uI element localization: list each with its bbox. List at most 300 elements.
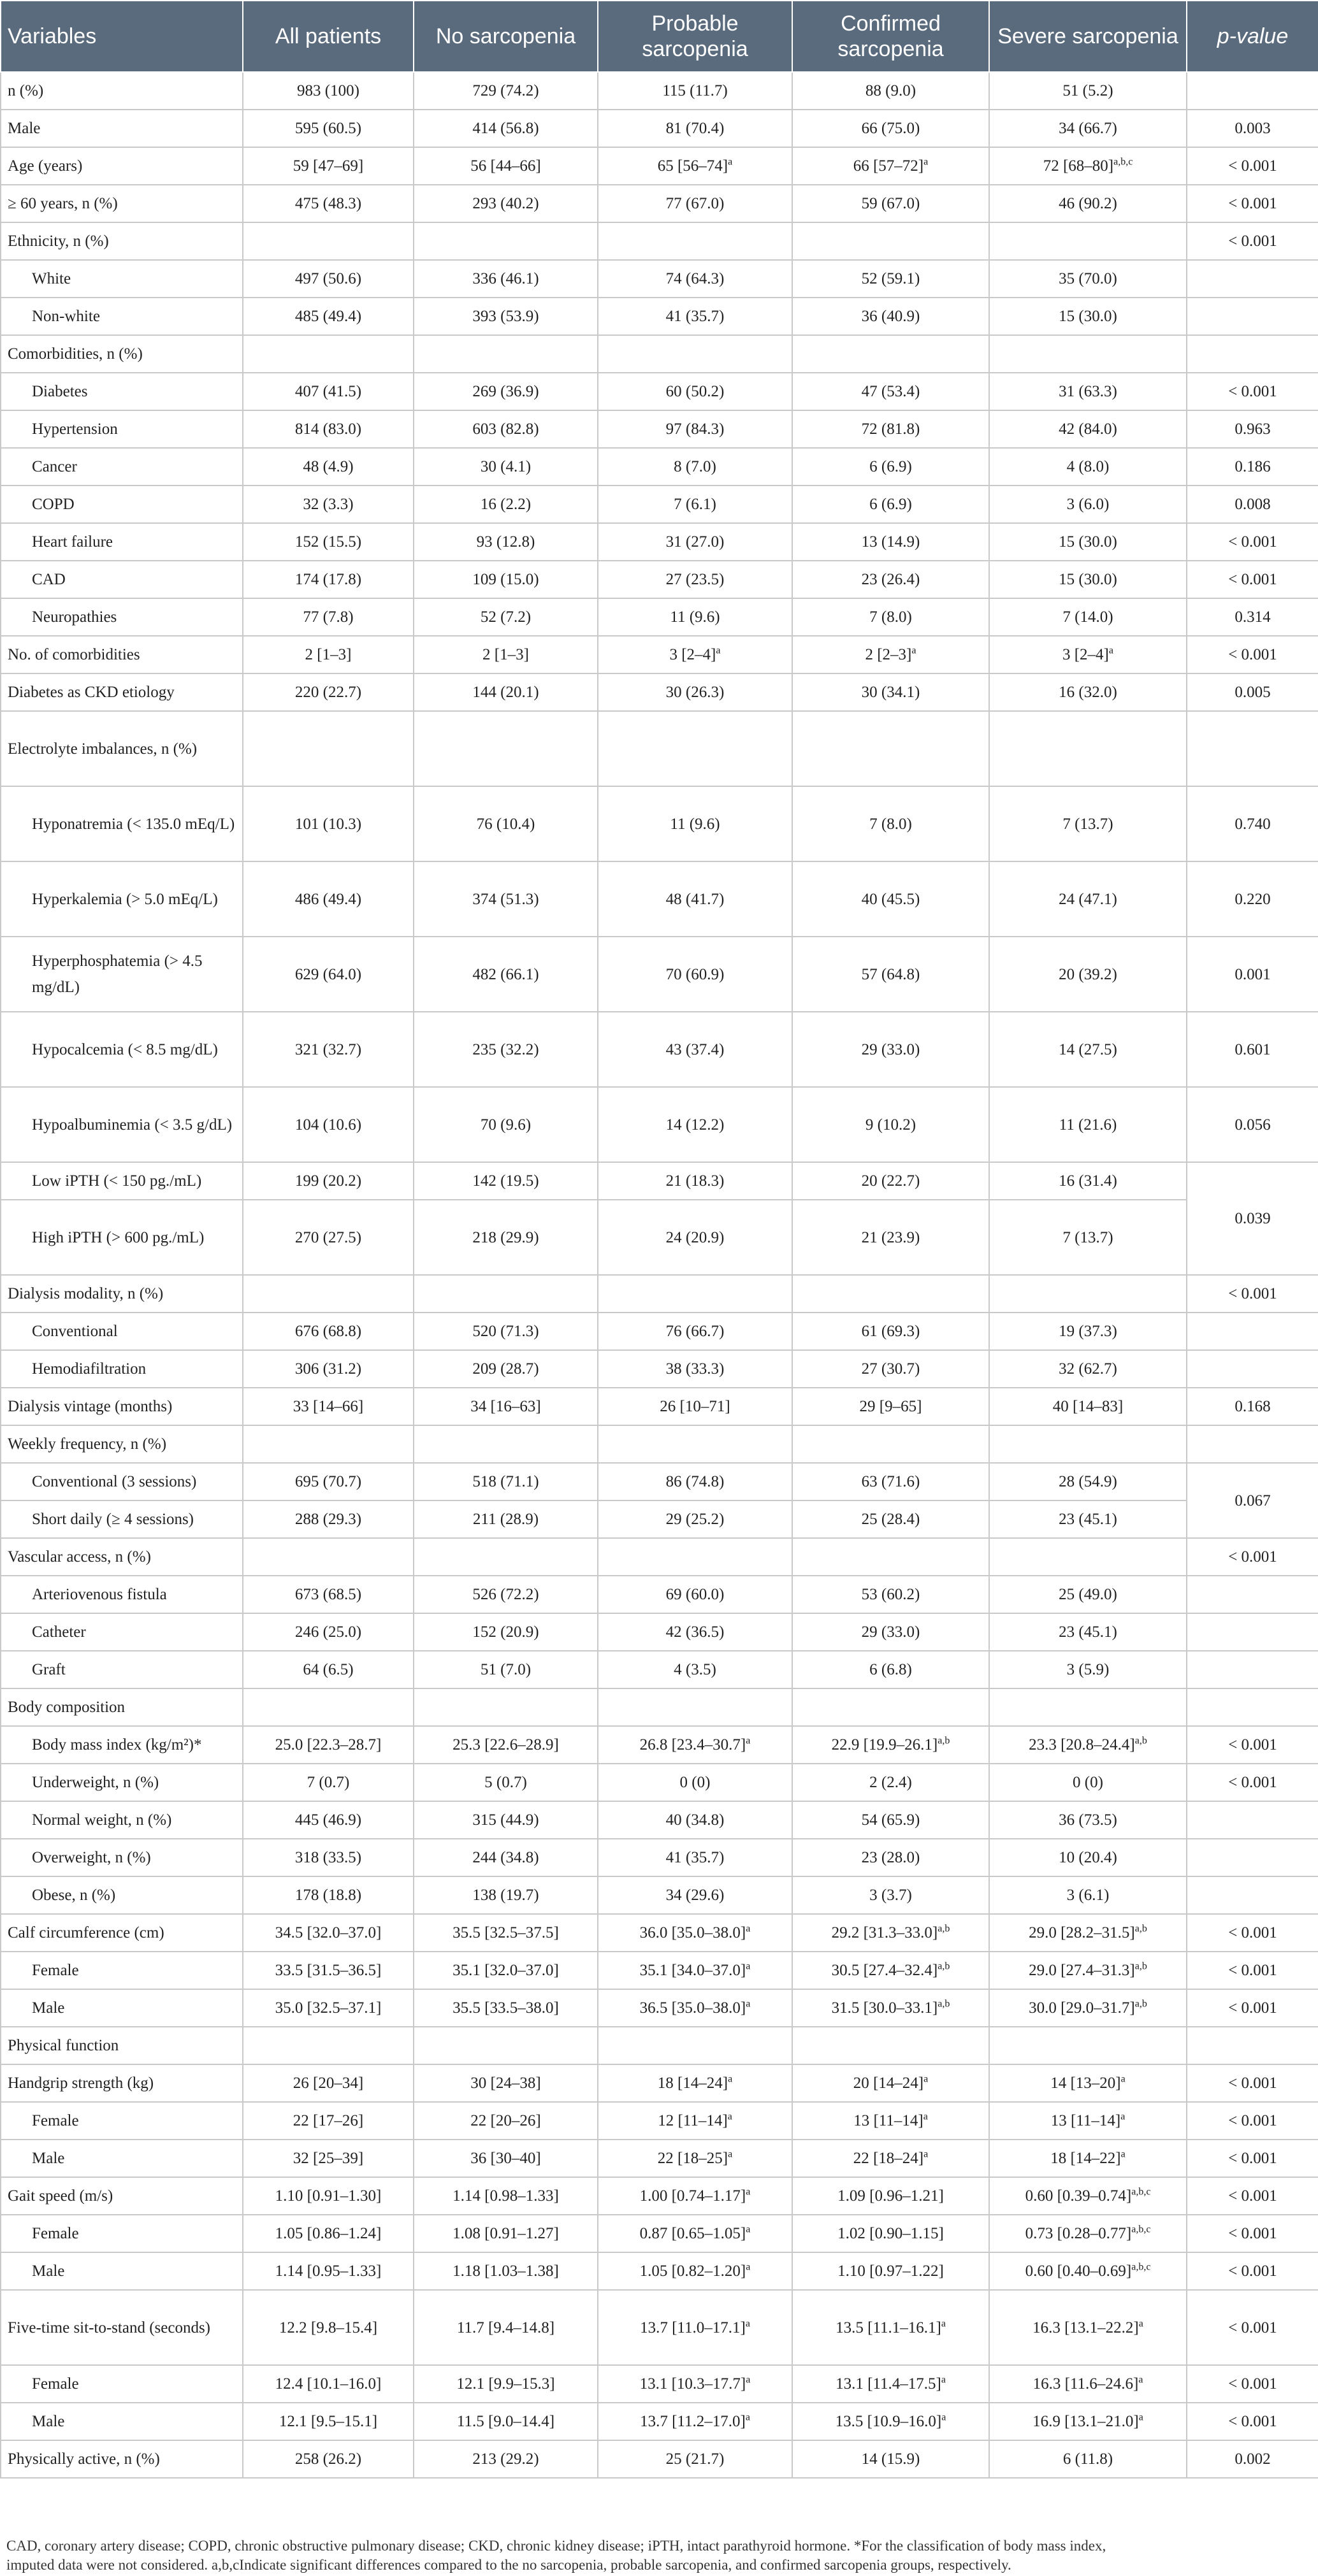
- cell-probable-sarcopenia: [598, 260, 792, 298]
- cell-value: 211 (28.9): [472, 1511, 539, 1528]
- significance-marker: a: [941, 2318, 946, 2329]
- cell-no-sarcopenia: [414, 2365, 598, 2403]
- cell-severe-sarcopenia: [989, 1463, 1187, 1500]
- cell-no-sarcopenia: [414, 711, 598, 786]
- cell-value: 13.7 [11.0–17.1]: [640, 2319, 746, 2336]
- significance-marker: a: [911, 645, 916, 656]
- table-row: [1, 1500, 1318, 1538]
- cell-value: 526 (72.2): [472, 1586, 539, 1603]
- cell-value: 29 (33.0): [861, 1623, 920, 1641]
- cell-value: 41 (35.7): [665, 1849, 725, 1866]
- cell-probable-sarcopenia: [598, 1651, 792, 1688]
- cell-probable-sarcopenia: [598, 1952, 792, 1989]
- cell-value: 3 (6.1): [1066, 1887, 1110, 1904]
- cell-confirmed-sarcopenia: [792, 1425, 989, 1463]
- cell-confirmed-sarcopenia: [792, 1012, 989, 1087]
- cell-value: 72 (81.8): [861, 421, 920, 438]
- cell-value: 0.601: [1235, 1040, 1271, 1058]
- cell-confirmed-sarcopenia: [792, 2252, 989, 2290]
- cell-p-value: [1187, 1012, 1318, 1087]
- cell-all-patients: [243, 185, 414, 222]
- cell-value: 33 [14–66]: [293, 1398, 364, 1415]
- cell-all-patients: [243, 2290, 414, 2365]
- cell-value: 51 (7.0): [480, 1661, 532, 1678]
- cell-value: 86 (74.8): [665, 1473, 725, 1490]
- cell-confirmed-sarcopenia: [792, 448, 989, 486]
- cell-severe-sarcopenia: [989, 2177, 1187, 2215]
- cell-probable-sarcopenia: [598, 1200, 792, 1275]
- cell-no-sarcopenia: [414, 1425, 598, 1463]
- cell-all-patients: [243, 2440, 414, 2478]
- cell-no-sarcopenia: [414, 1162, 598, 1200]
- row-label: White: [1, 260, 243, 298]
- cell-p-value: [1187, 636, 1318, 673]
- cell-value: < 0.001: [1228, 1736, 1277, 1753]
- cell-probable-sarcopenia: [598, 2252, 792, 2290]
- cell-severe-sarcopenia: [989, 598, 1187, 636]
- table-row: [1, 1162, 1318, 1200]
- table-row: [1, 523, 1318, 561]
- cell-value: 13.7 [11.2–17.0]: [640, 2413, 746, 2430]
- cell-value: 42 (36.5): [665, 1623, 725, 1641]
- cell-value: 65 [56–74]: [657, 157, 728, 175]
- cell-value: 482 (66.1): [472, 965, 539, 983]
- cell-value: 36.0 [35.0–38.0]: [639, 1924, 746, 1941]
- cell-value: 57 (64.8): [861, 965, 920, 983]
- cell-severe-sarcopenia: [989, 410, 1187, 448]
- cell-value: 30 (34.1): [861, 684, 920, 701]
- table-row: [1, 1425, 1318, 1463]
- table-row: [1, 636, 1318, 673]
- cell-probable-sarcopenia: [598, 298, 792, 335]
- row-label: Neuropathies: [1, 598, 243, 636]
- significance-marker: a: [923, 2073, 929, 2085]
- cell-value: < 0.001: [1228, 2187, 1277, 2205]
- cell-no-sarcopenia: [414, 2140, 598, 2177]
- cell-no-sarcopenia: [414, 410, 598, 448]
- cell-probable-sarcopenia: [598, 711, 792, 786]
- cell-all-patients: [243, 1914, 414, 1952]
- row-label: Non-white: [1, 298, 243, 335]
- cell-p-value: [1187, 2102, 1318, 2140]
- table-row: [1, 2064, 1318, 2102]
- row-label: n (%): [1, 72, 243, 110]
- cell-severe-sarcopenia: [989, 2403, 1187, 2440]
- cell-no-sarcopenia: [414, 222, 598, 260]
- cell-all-patients: [243, 1688, 414, 1726]
- cell-severe-sarcopenia: [989, 486, 1187, 523]
- cell-p-value: [1187, 561, 1318, 598]
- row-label: Female: [1, 2102, 243, 2140]
- table-row: [1, 1952, 1318, 1989]
- cell-p-value: [1187, 1764, 1318, 1801]
- cell-probable-sarcopenia: [598, 1425, 792, 1463]
- cell-value: 7 (0.7): [307, 1774, 350, 1791]
- cell-confirmed-sarcopenia: [792, 1952, 989, 1989]
- cell-value: 3 (6.0): [1066, 496, 1110, 513]
- cell-probable-sarcopenia: [598, 937, 792, 1012]
- cell-value: 104 (10.6): [294, 1116, 362, 1133]
- cell-value: 34 (29.6): [665, 1887, 725, 1904]
- cell-value: 115 (11.7): [662, 82, 728, 99]
- row-label: Hypoalbuminemia (< 3.5 g/dL): [1, 1087, 243, 1162]
- cell-value: 40 (45.5): [861, 890, 920, 908]
- cell-severe-sarcopenia: [989, 1200, 1187, 1275]
- cell-probable-sarcopenia: [598, 110, 792, 147]
- cell-value: 14 (15.9): [861, 2450, 920, 2468]
- cell-value: 66 [57–72]: [853, 157, 924, 175]
- header-confirmed-sarcopenia: Confirmed sarcopenia: [792, 1, 989, 72]
- cell-value: < 0.001: [1228, 2075, 1277, 2092]
- cell-no-sarcopenia: [414, 185, 598, 222]
- cell-p-value: [1187, 373, 1318, 410]
- significance-marker: a: [1108, 645, 1113, 656]
- cell-no-sarcopenia: [414, 1688, 598, 1726]
- significance-marker: a: [746, 2186, 751, 2198]
- cell-severe-sarcopenia: [989, 448, 1187, 486]
- cell-p-value: [1187, 598, 1318, 636]
- cell-p-value: [1187, 1350, 1318, 1388]
- cell-value: 1.10 [0.97–1.22]: [837, 2263, 944, 2280]
- significance-marker: a: [746, 1735, 751, 1746]
- cell-value: 142 (19.5): [472, 1172, 539, 1190]
- cell-value: 16 (32.0): [1059, 684, 1117, 701]
- cell-value: 30 (4.1): [480, 458, 532, 475]
- row-label: Conventional (3 sessions): [1, 1463, 243, 1500]
- cell-value: 258 (26.2): [294, 2450, 362, 2468]
- cell-value: < 0.001: [1228, 1285, 1277, 1302]
- cell-probable-sarcopenia: [598, 2140, 792, 2177]
- cell-p-value: [1187, 448, 1318, 486]
- cell-no-sarcopenia: [414, 1876, 598, 1914]
- cell-value: 77 (67.0): [665, 195, 725, 212]
- cell-value: 2 [1–3]: [482, 646, 529, 663]
- cell-p-value: [1187, 1425, 1318, 1463]
- cell-p-value: [1187, 2215, 1318, 2252]
- cell-value: 7 (14.0): [1062, 608, 1113, 626]
- cell-probable-sarcopenia: [598, 448, 792, 486]
- cell-value: 16.3 [13.1–22.2]: [1032, 2319, 1139, 2336]
- significance-marker: a: [1120, 2148, 1126, 2160]
- cell-all-patients: [243, 260, 414, 298]
- cell-p-value: [1187, 1087, 1318, 1162]
- cell-probable-sarcopenia: [598, 1463, 792, 1500]
- cell-p-value: [1187, 147, 1318, 185]
- cell-p-value: [1187, 486, 1318, 523]
- cell-value: 29.0 [27.4–31.3]: [1029, 1962, 1135, 1979]
- table-row: [1, 2365, 1318, 2403]
- cell-value: 33.5 [31.5–36.5]: [275, 1962, 382, 1979]
- row-label: Underweight, n (%): [1, 1764, 243, 1801]
- cell-value: 2 [1–3]: [305, 646, 352, 663]
- cell-p-value: [1187, 1275, 1318, 1313]
- cell-no-sarcopenia: [414, 1463, 598, 1500]
- cell-severe-sarcopenia: [989, 1576, 1187, 1613]
- cell-probable-sarcopenia: [598, 1087, 792, 1162]
- table-row: [1, 1313, 1318, 1350]
- cell-probable-sarcopenia: [598, 410, 792, 448]
- cell-value: 29 [9–65]: [859, 1398, 922, 1415]
- cell-value: 1.14 [0.95–1.33]: [275, 2263, 382, 2280]
- cell-value: 23 (28.0): [861, 1849, 920, 1866]
- cell-value: 152 (15.5): [294, 533, 362, 550]
- cell-value: 306 (31.2): [294, 1360, 362, 1378]
- cell-confirmed-sarcopenia: [792, 72, 989, 110]
- cell-value: 374 (51.3): [472, 890, 539, 908]
- table-row: [1, 861, 1318, 937]
- cell-value: 1.14 [0.98–1.33]: [453, 2187, 559, 2205]
- row-label: Hypertension: [1, 410, 243, 448]
- cell-value: 14 [13–20]: [1050, 2075, 1121, 2092]
- table-header-row: [1, 1, 1318, 72]
- cell-value: 15 (30.0): [1059, 308, 1117, 325]
- cell-value: 31 (63.3): [1059, 383, 1117, 400]
- cell-value: 26 [20–34]: [293, 2075, 364, 2092]
- cell-no-sarcopenia: [414, 1651, 598, 1688]
- cell-value: < 0.001: [1228, 2413, 1277, 2430]
- cell-value: 0.005: [1235, 684, 1271, 701]
- cell-p-value: [1187, 2064, 1318, 2102]
- cell-value: 414 (56.8): [472, 120, 539, 137]
- cell-value: 20 (22.7): [861, 1172, 920, 1190]
- cell-value: 485 (49.4): [294, 308, 362, 325]
- cell-probable-sarcopenia: [598, 598, 792, 636]
- row-label: Body composition: [1, 1688, 243, 1726]
- cell-p-value: [1187, 298, 1318, 335]
- cell-all-patients: [243, 1388, 414, 1425]
- cell-value: 0.002: [1235, 2450, 1271, 2468]
- cell-p-value: [1187, 185, 1318, 222]
- cell-confirmed-sarcopenia: [792, 335, 989, 373]
- cell-probable-sarcopenia: [598, 1726, 792, 1764]
- cell-all-patients: [243, 298, 414, 335]
- cell-p-value: [1187, 410, 1318, 448]
- row-label: Electrolyte imbalances, n (%): [1, 711, 243, 786]
- cell-p-value: [1187, 786, 1318, 861]
- cell-value: 14 (12.2): [665, 1116, 725, 1133]
- cell-probable-sarcopenia: [598, 786, 792, 861]
- cell-confirmed-sarcopenia: [792, 185, 989, 222]
- cell-confirmed-sarcopenia: [792, 636, 989, 673]
- cell-value: 27 (30.7): [861, 1360, 920, 1378]
- cell-value: 12 [11–14]: [658, 2112, 728, 2129]
- cell-confirmed-sarcopenia: [792, 147, 989, 185]
- cell-value: < 0.001: [1228, 2112, 1277, 2129]
- cell-value: 11 (9.6): [670, 608, 720, 626]
- cell-confirmed-sarcopenia: [792, 1688, 989, 1726]
- table-row: [1, 1651, 1318, 1688]
- cell-severe-sarcopenia: [989, 1989, 1187, 2027]
- cell-value: 15 (30.0): [1059, 571, 1117, 588]
- cell-confirmed-sarcopenia: [792, 260, 989, 298]
- cell-value: 30 (26.3): [665, 684, 725, 701]
- cell-value: 288 (29.3): [294, 1511, 362, 1528]
- cell-severe-sarcopenia: [989, 1162, 1187, 1200]
- cell-value: 13 (14.9): [861, 533, 920, 550]
- cell-value: 629 (64.0): [294, 965, 362, 983]
- cell-all-patients: [243, 598, 414, 636]
- cell-value: 6 (6.8): [869, 1661, 912, 1678]
- cell-value: 21 (18.3): [665, 1172, 725, 1190]
- row-label: Female: [1, 1952, 243, 1989]
- cell-severe-sarcopenia: [989, 1012, 1187, 1087]
- table-row: [1, 486, 1318, 523]
- cell-value: 209 (28.7): [472, 1360, 539, 1378]
- table-row: [1, 2102, 1318, 2140]
- header-probable-sarcopenia: Probable sarcopenia: [598, 1, 792, 72]
- cell-severe-sarcopenia: [989, 2027, 1187, 2064]
- cell-value: 0.186: [1235, 458, 1271, 475]
- cell-probable-sarcopenia: [598, 1914, 792, 1952]
- cell-value: 48 (41.7): [665, 890, 725, 908]
- cell-no-sarcopenia: [414, 448, 598, 486]
- cell-value: 70 (9.6): [480, 1116, 532, 1133]
- significance-marker: a: [1138, 2318, 1143, 2329]
- cell-all-patients: [243, 1576, 414, 1613]
- cell-value: 30 [24–38]: [470, 2075, 541, 2092]
- cell-value: 36 (40.9): [861, 308, 920, 325]
- table-row: [1, 1388, 1318, 1425]
- cell-value: 13.1 [11.4–17.5]: [836, 2375, 941, 2393]
- table-row: [1, 1613, 1318, 1651]
- cell-value: 7 (13.7): [1062, 1228, 1113, 1246]
- cell-value: 88 (9.0): [865, 82, 916, 99]
- cell-confirmed-sarcopenia: [792, 1613, 989, 1651]
- cell-value: 13.5 [10.9–16.0]: [835, 2413, 942, 2430]
- significance-marker: a: [746, 2261, 751, 2273]
- significance-marker: a,b,c: [1113, 156, 1133, 168]
- cell-value: < 0.001: [1228, 2263, 1277, 2280]
- cell-severe-sarcopenia: [989, 1914, 1187, 1952]
- table-row: [1, 1989, 1318, 2027]
- row-label: Male: [1, 2403, 243, 2440]
- cell-p-value: [1187, 1688, 1318, 1726]
- cell-value: 0.314: [1235, 608, 1271, 626]
- table-row: [1, 110, 1318, 147]
- cell-no-sarcopenia: [414, 373, 598, 410]
- cell-confirmed-sarcopenia: [792, 1914, 989, 1952]
- cell-value: 42 (84.0): [1059, 421, 1117, 438]
- table-row: [1, 1726, 1318, 1764]
- table-row: [1, 1839, 1318, 1876]
- cell-all-patients: [243, 1538, 414, 1576]
- table-body: [1, 72, 1318, 2478]
- cell-severe-sarcopenia: [989, 1651, 1187, 1688]
- cell-no-sarcopenia: [414, 2177, 598, 2215]
- cell-severe-sarcopenia: [989, 2365, 1187, 2403]
- cell-probable-sarcopenia: [598, 486, 792, 523]
- row-label: Conventional: [1, 1313, 243, 1350]
- cell-no-sarcopenia: [414, 786, 598, 861]
- cell-value: 10 (20.4): [1059, 1849, 1117, 1866]
- cell-all-patients: [243, 1500, 414, 1538]
- cell-value: 16.3 [11.6–24.6]: [1032, 2375, 1139, 2393]
- cell-probable-sarcopenia: [598, 335, 792, 373]
- cell-p-value: [1187, 1839, 1318, 1876]
- table-row: [1, 598, 1318, 636]
- cell-value: 23 (45.1): [1059, 1511, 1117, 1528]
- cell-confirmed-sarcopenia: [792, 2027, 989, 2064]
- table-row: [1, 72, 1318, 110]
- cell-value: 1.18 [1.03–1.38]: [453, 2263, 559, 2280]
- table-row: [1, 2215, 1318, 2252]
- cell-value: 0.740: [1235, 815, 1271, 833]
- cell-value: 218 (29.9): [472, 1228, 539, 1246]
- cell-severe-sarcopenia: [989, 373, 1187, 410]
- cell-value: 60 (50.2): [665, 383, 725, 400]
- cell-value: 32 (3.3): [303, 496, 354, 513]
- cell-confirmed-sarcopenia: [792, 786, 989, 861]
- table-row: [1, 1876, 1318, 1914]
- cell-no-sarcopenia: [414, 2215, 598, 2252]
- table-row: [1, 222, 1318, 260]
- cell-value: 64 (6.5): [303, 1661, 354, 1678]
- cell-no-sarcopenia: [414, 561, 598, 598]
- cell-p-value: [1187, 1876, 1318, 1914]
- row-label: Normal weight, n (%): [1, 1801, 243, 1839]
- cell-value: 983 (100): [297, 82, 359, 99]
- cell-value: 0 (0): [1073, 1774, 1103, 1791]
- row-label: Overweight, n (%): [1, 1839, 243, 1876]
- cell-p-value: [1187, 1613, 1318, 1651]
- cell-no-sarcopenia: [414, 861, 598, 937]
- significance-marker: a: [1120, 2073, 1126, 2085]
- row-label: Male: [1, 110, 243, 147]
- cell-all-patients: [243, 561, 414, 598]
- cell-value: 36 (73.5): [1059, 1811, 1117, 1829]
- significance-marker: a,b: [938, 1735, 950, 1746]
- cell-value: 59 [47–69]: [293, 157, 364, 175]
- cell-p-value: [1187, 1914, 1318, 1952]
- cell-value: 336 (46.1): [472, 270, 539, 287]
- cell-confirmed-sarcopenia: [792, 1801, 989, 1839]
- cell-value: 0.039: [1235, 1210, 1271, 1227]
- cell-value: 0 (0): [679, 1774, 711, 1791]
- header-all-patients: All patients: [243, 1, 414, 72]
- cell-probable-sarcopenia: [598, 2177, 792, 2215]
- cell-probable-sarcopenia: [598, 2365, 792, 2403]
- cell-probable-sarcopenia: [598, 1313, 792, 1350]
- cell-probable-sarcopenia: [598, 1688, 792, 1726]
- significance-marker: a: [746, 2374, 751, 2385]
- cell-value: 475 (48.3): [294, 195, 362, 212]
- cell-confirmed-sarcopenia: [792, 2064, 989, 2102]
- cell-severe-sarcopenia: [989, 2252, 1187, 2290]
- cell-confirmed-sarcopenia: [792, 1764, 989, 1801]
- cell-value: 53 (60.2): [861, 1586, 920, 1603]
- cell-value: 40 [14–83]: [1052, 1398, 1124, 1415]
- cell-value: 22 [18–24]: [853, 2150, 924, 2167]
- cell-value: 0.87 [0.65–1.05]: [639, 2225, 746, 2242]
- cell-p-value: [1187, 2027, 1318, 2064]
- cell-value: 144 (20.1): [472, 684, 539, 701]
- cell-no-sarcopenia: [414, 2440, 598, 2478]
- table-row: [1, 410, 1318, 448]
- cell-probable-sarcopenia: [598, 1764, 792, 1801]
- cell-value: 22 [18–25]: [657, 2150, 728, 2167]
- cell-value: 34.5 [32.0–37.0]: [275, 1924, 382, 1941]
- cell-severe-sarcopenia: [989, 1350, 1187, 1388]
- cell-confirmed-sarcopenia: [792, 110, 989, 147]
- cell-value: 445 (46.9): [294, 1811, 362, 1829]
- cell-value: 315 (44.9): [472, 1811, 539, 1829]
- row-label: Female: [1, 2215, 243, 2252]
- cell-value: 25.0 [22.3–28.7]: [275, 1736, 382, 1753]
- table-row: [1, 1350, 1318, 1388]
- cell-value: 1.05 [0.86–1.24]: [275, 2225, 382, 2242]
- cell-value: < 0.001: [1228, 2319, 1277, 2336]
- cell-confirmed-sarcopenia: [792, 2365, 989, 2403]
